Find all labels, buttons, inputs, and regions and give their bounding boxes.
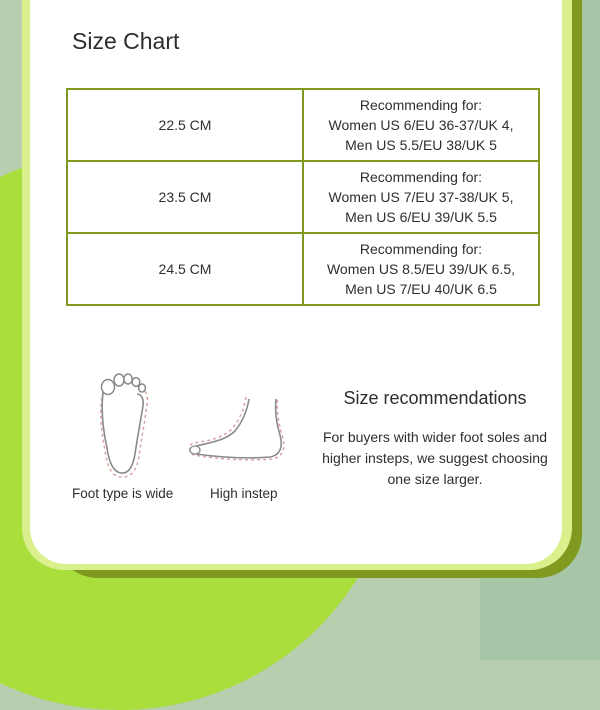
size-cell: 23.5 CM xyxy=(67,161,303,233)
recommendation-text: For buyers with wider foot soles and higher insteps, we suggest choosing one size larger. xyxy=(322,429,548,487)
high-instep-icon xyxy=(186,395,290,467)
recommendation-line: Women US 8.5/EU 39/UK 6.5, xyxy=(326,261,516,277)
recommendation-line: Men US 5.5/EU 38/UK 5 xyxy=(345,137,497,153)
recommendation-line: Men US 7/EU 40/UK 6.5 xyxy=(345,281,497,297)
recommendation-line: Women US 7/EU 37-38/UK 5, xyxy=(328,189,514,205)
size-table xyxy=(66,88,540,306)
table-row xyxy=(67,233,539,305)
recommendation-cell xyxy=(303,161,539,233)
table-row xyxy=(67,161,539,233)
wide-foot-icon xyxy=(95,370,155,482)
page-title: Size Chart xyxy=(72,28,180,54)
recommendation-line: Recommending for: xyxy=(359,169,483,185)
recommendation-cell xyxy=(303,89,539,161)
table-row xyxy=(67,89,539,161)
size-cell: 22.5 CM xyxy=(67,89,303,161)
recommendation-line: Men US 6/EU 39/UK 5.5 xyxy=(345,209,497,225)
recommendation-cell xyxy=(303,233,539,305)
wide-foot-caption: Foot type is wide xyxy=(72,486,174,501)
size-cell: 24.5 CM xyxy=(67,233,303,305)
high-instep-caption: High instep xyxy=(210,486,278,501)
recommendation-heading: Size recommendations xyxy=(343,388,527,408)
recommendation-line: Recommending for: xyxy=(359,97,483,113)
recommendation-line: Women US 6/EU 36-37/UK 4, xyxy=(328,117,514,133)
recommendation-line: Recommending for: xyxy=(359,241,483,257)
